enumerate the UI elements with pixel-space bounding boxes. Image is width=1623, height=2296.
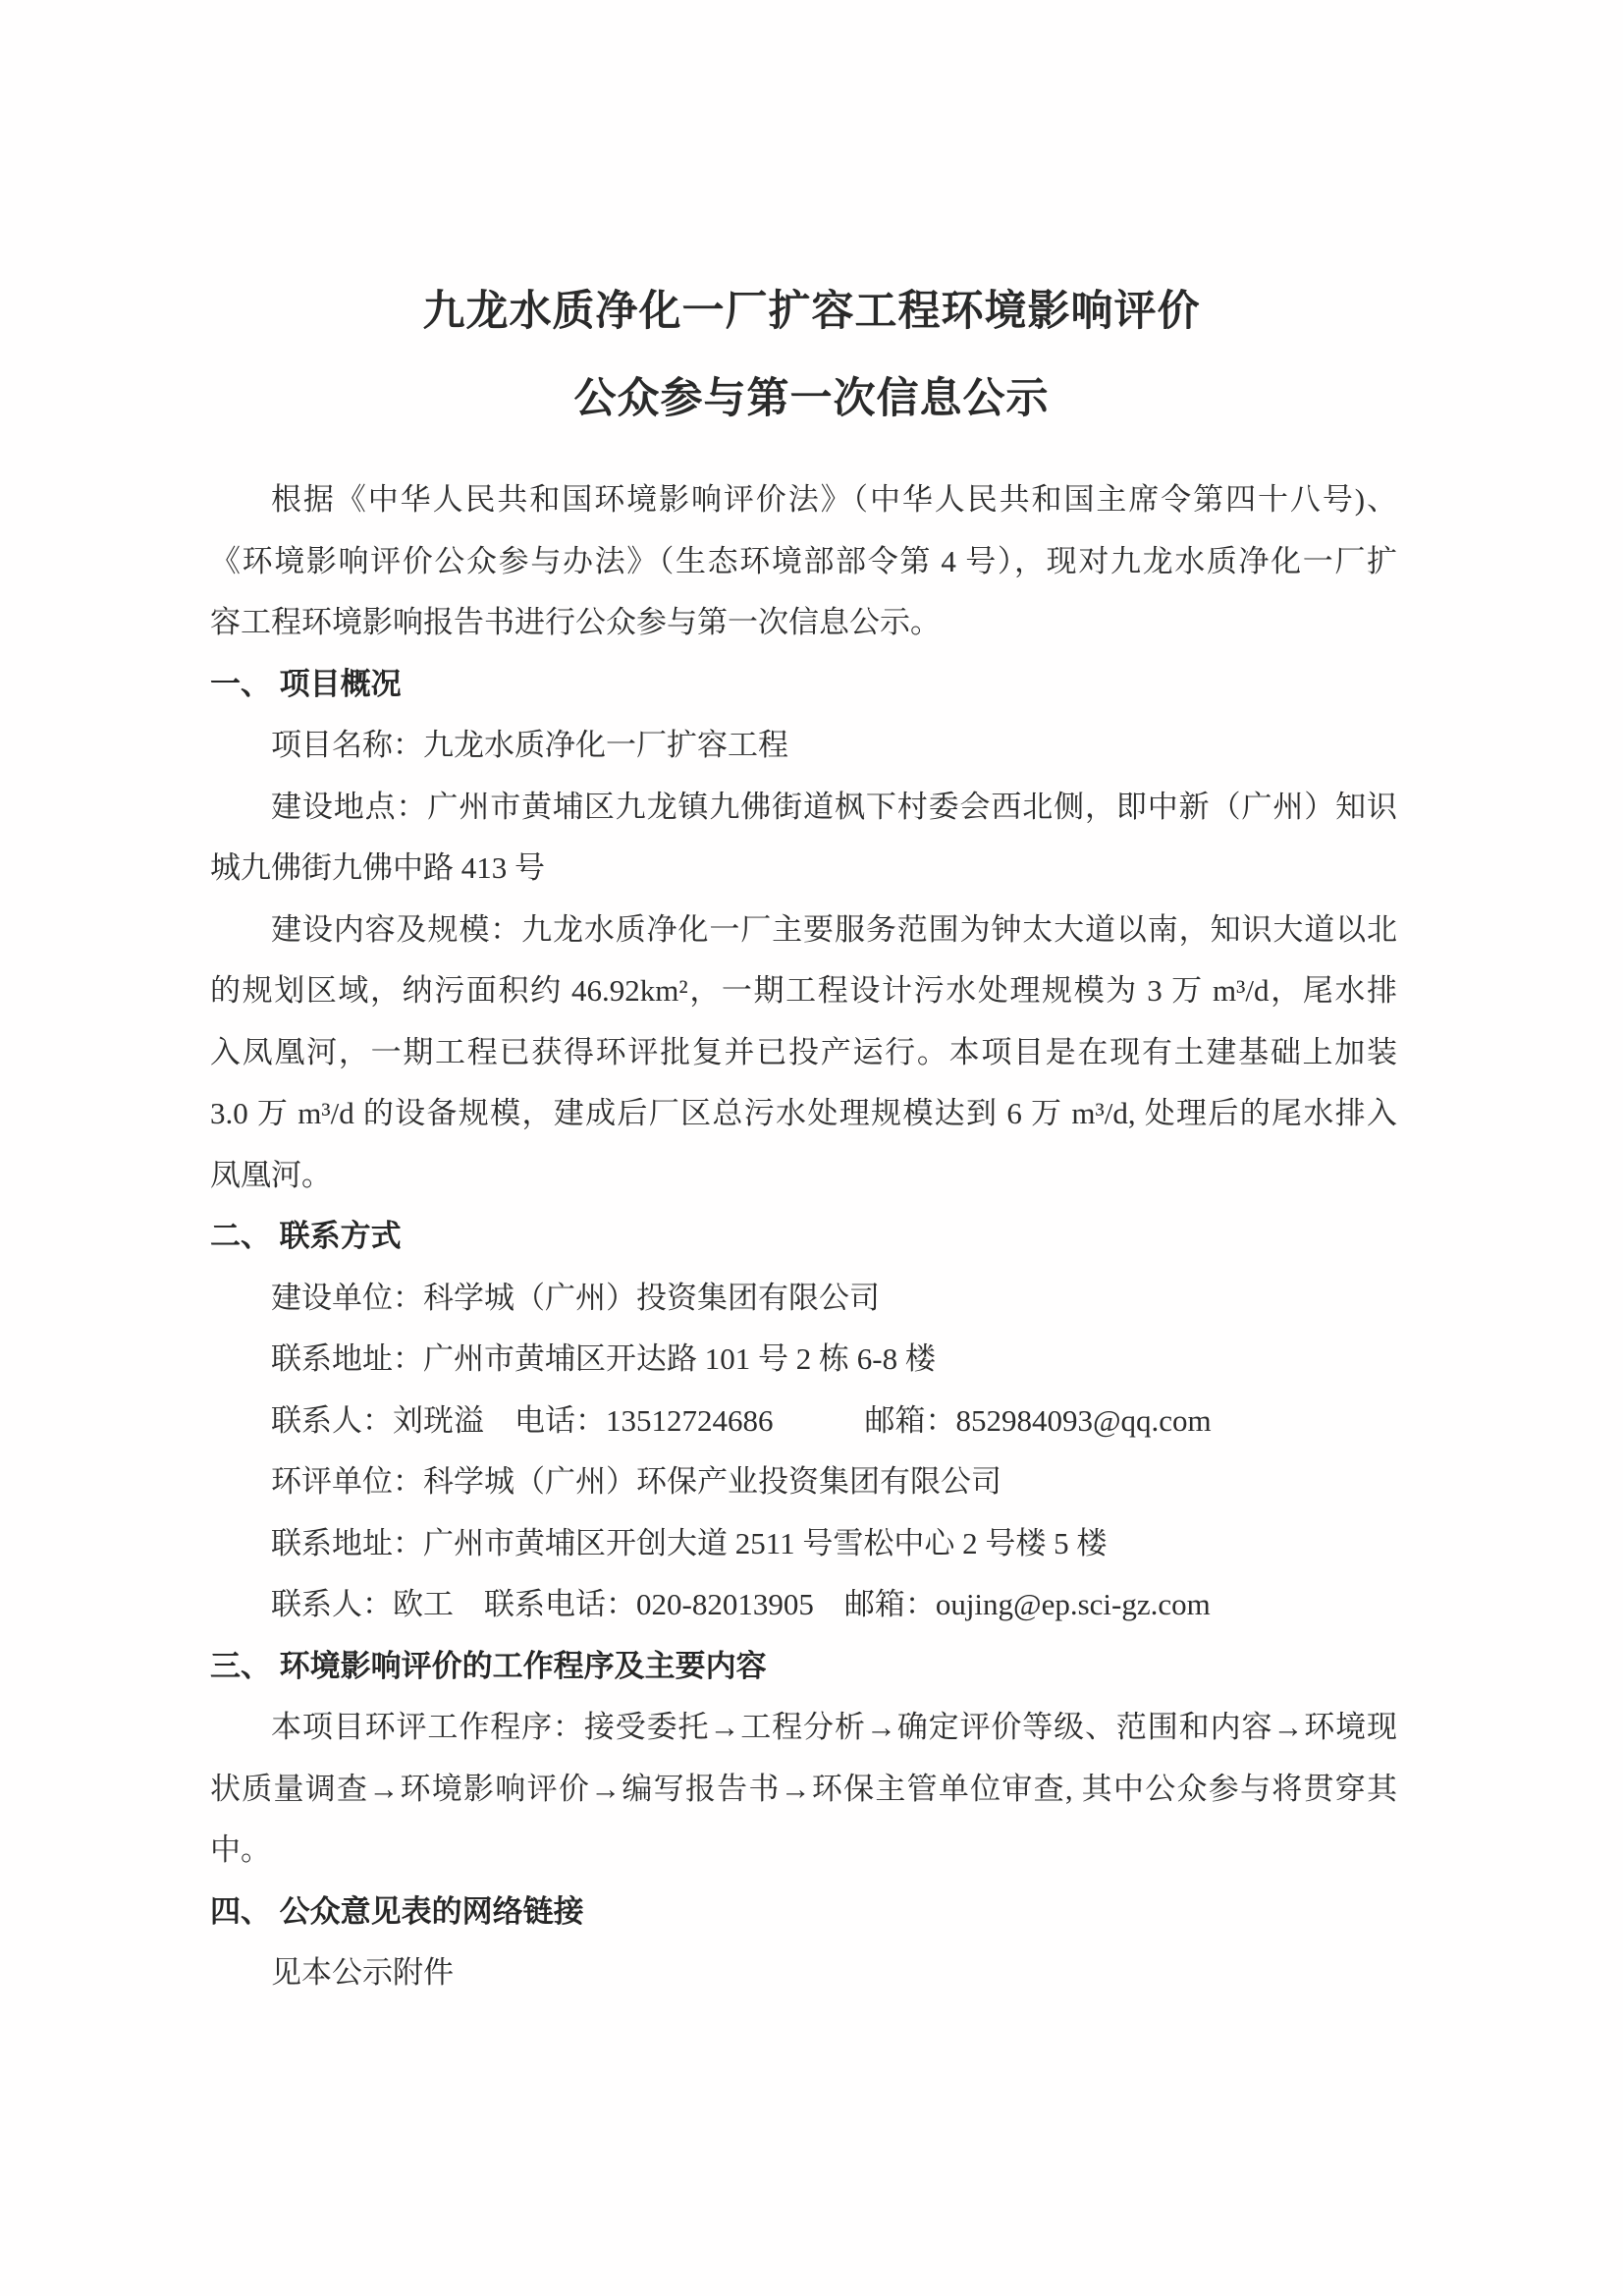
document-title-line-1: 九龙水质净化一厂扩容工程环境影响评价: [422, 288, 1201, 335]
construction-site-line-2: 城九佛街九佛中路 413 号: [210, 850, 545, 885]
section-4-heading: 四、 公众意见表的网络链接: [210, 1893, 584, 1929]
section-2-heading: 二、 联系方式: [210, 1219, 402, 1253]
construction-scale-line-1: 建设内容及规模：九龙水质净化一厂主要服务范围为钟太大道以南，知识大道以北: [271, 911, 1397, 947]
work-procedure-line-1: 本项目环评工作程序：接受委托→工程分析→确定评价等级、范围和内容→环境现: [271, 1710, 1397, 1744]
contact-address-line-1: 联系地址：广州市黄埔区开达路 101 号 2 栋 6-8 楼: [271, 1341, 936, 1376]
construction-scale-line-5: 凤凰河。: [210, 1157, 332, 1192]
work-procedure-line-2: 状质量调查→环境影响评价→编写报告书→环保主管单位审查, 其中公众参与将贯穿其: [210, 1771, 1397, 1806]
construction-scale-line-3: 入凤凰河，一期工程已获得环评批复并已投产运行。本项目是在现有土建基础上加装: [210, 1034, 1397, 1069]
eia-unit-line: 环评单位：科学城（广州）环保产业投资集团有限公司: [271, 1464, 1001, 1499]
contact-person-line-1: 联系人：刘珖溢 电话：13512724686 邮箱：852984093@qq.com: [271, 1402, 1212, 1438]
intro-line-1: 根据《中华人民共和国环境影响评价法》（中华人民共和国主席令第四十八号)、: [271, 482, 1397, 517]
construction-scale-line-2: 的规划区域，纳污面积约 46.92km²，一期工程设计污水处理规模为 3 万 m³/d，尾水排: [210, 973, 1397, 1008]
contact-person-line-2: 联系人：欧工 联系电话：020-82013905 邮箱：oujing@ep.sci-gz.com: [271, 1587, 1211, 1621]
intro-line-2: 《环境影响评价公众参与办法》（生态环境部部令第 4 号），现对九龙水质净化一厂扩: [210, 543, 1397, 578]
work-procedure-line-3: 中。: [210, 1832, 271, 1867]
document-body: [210, 469, 1397, 2004]
project-name-line: 项目名称：九龙水质净化一厂扩容工程: [271, 728, 788, 762]
construction-scale-line-4: 3.0 万 m³/d 的设备规模，建成后厂区总污水处理规模达到 6 万 m³/d, 处理后的尾水排入: [210, 1096, 1397, 1130]
construction-site-line-1: 建设地点：广州市黄埔区九龙镇九佛街道枫下村委会西北侧，即中新（广州）知识: [271, 789, 1397, 824]
attachment-note-line: 见本公示附件: [271, 1955, 454, 1990]
intro-line-3: 容工程环境影响报告书进行公众参与第一次信息公示。: [210, 605, 941, 639]
section-1-heading: 一、 项目概况: [210, 666, 402, 701]
construction-unit-line: 建设单位：科学城（广州）投资集团有限公司: [271, 1280, 880, 1315]
contact-address-line-2: 联系地址：广州市黄埔区开创大道 2511 号雪松中心 2 号楼 5 楼: [271, 1525, 1108, 1560]
document-title-line-2: 公众参与第一次信息公示: [573, 375, 1050, 422]
section-3-heading: 三、 环境影响评价的工作程序及主要内容: [210, 1648, 767, 1683]
